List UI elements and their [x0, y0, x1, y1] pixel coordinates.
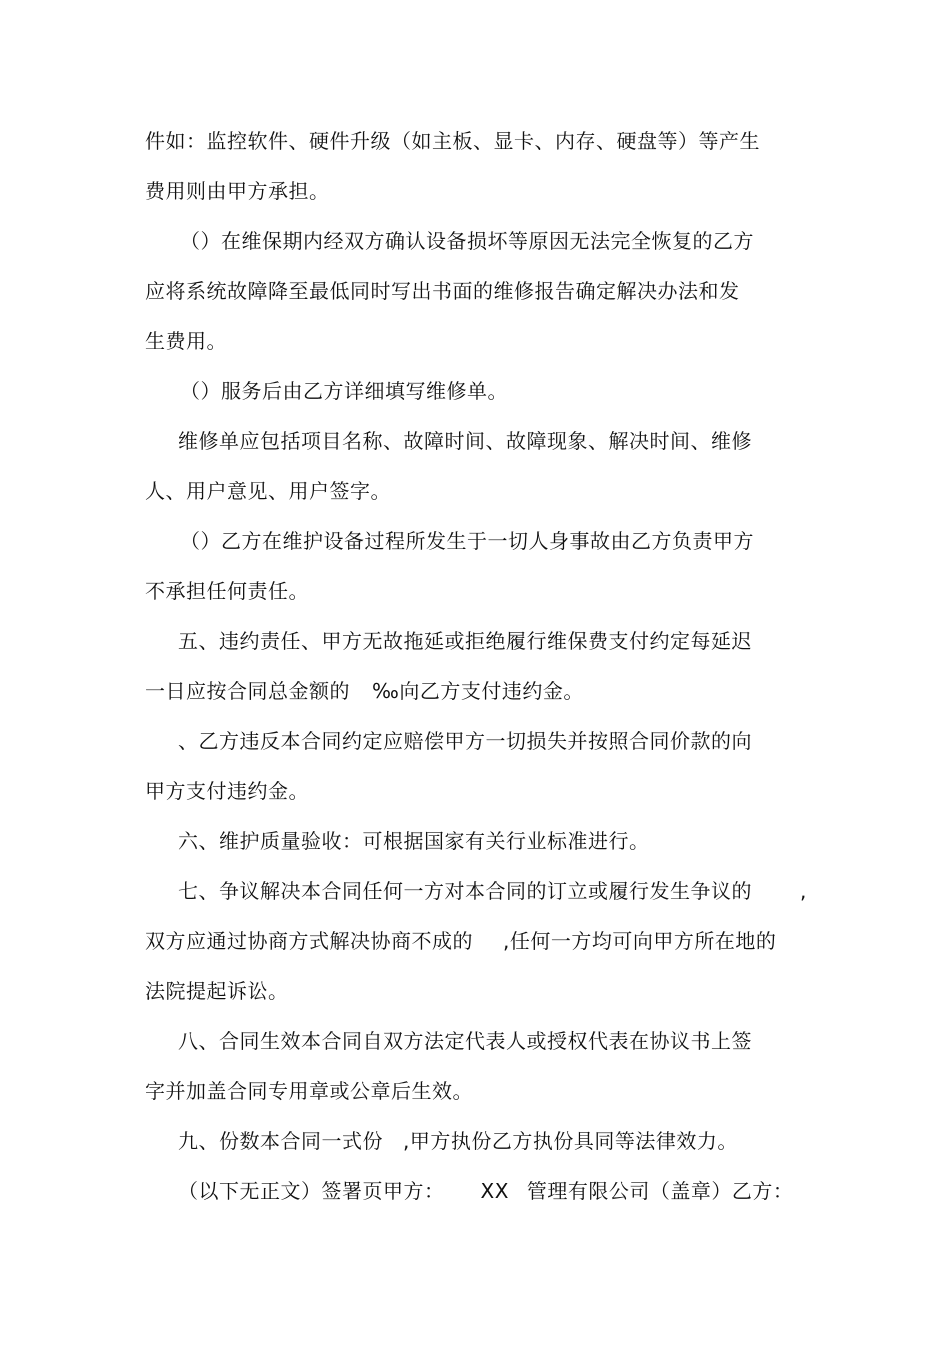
text-segment: ,甲方执份乙方执份具同等法律效力。 [403, 1129, 738, 1153]
paragraph-line: 甲方支付违约金。 [145, 779, 309, 803]
paragraph-line [145, 678, 584, 704]
text-segment: ,任何一方均可向甲方所在地的 [503, 929, 777, 953]
text-segment: （以下无正文）签署页甲方： [178, 1179, 445, 1203]
paragraph-line: 字并加盖合同专用章或公章后生效。 [145, 1079, 473, 1103]
text-segment: ‰向乙方支付违约金。 [372, 679, 584, 703]
paragraph-line [178, 1128, 738, 1154]
paragraph-line: 五、违约责任、甲方无故拖延或拒绝履行维保费支付约定每延迟 [178, 629, 752, 653]
paragraph-line: , [800, 879, 807, 903]
paragraph-line [145, 928, 776, 954]
paragraph-line: 六、维护质量验收：可根据国家有关行业标准进行。 [178, 829, 650, 853]
paragraph-line: 件如：监控软件、硬件升级（如主板、显卡、内存、硬盘等）等产生 [145, 129, 760, 153]
paragraph-line: （）乙方在维护设备过程所发生于一切人身事故由乙方负责甲方 [180, 529, 754, 553]
paragraph-line: 维修单应包括项目名称、故障时间、故障现象、解决时间、维修 [178, 429, 752, 453]
paragraph-line: 不承担任何责任。 [145, 579, 309, 603]
paragraph-line: （）服务后由乙方详细填写维修单。 [180, 379, 508, 403]
text-segment: 管理有限公司（盖章）乙方： [526, 1179, 794, 1203]
paragraph-line: 、乙方违反本合同约定应赔偿甲方一切损失并按照合同价款的向 [178, 729, 752, 753]
paragraph-line: 应将系统故障降至最低同时写出书面的维修报告确定解决办法和发 [145, 279, 740, 303]
paragraph-line: 人、用户意见、用户签字。 [145, 479, 391, 503]
paragraph-line: （）在维保期内经双方确认设备损坏等原因无法完全恢复的乙方 [180, 229, 754, 253]
paragraph-line: 七、争议解决本合同任何一方对本合同的订立或履行发生争议的 [178, 879, 752, 903]
text-segment: 双方应通过协商方式解决协商不成的 [145, 929, 473, 953]
paragraph-line: 八、合同生效本合同自双方法定代表人或授权代表在协议书上签 [178, 1029, 752, 1053]
party-a-placeholder: XX [480, 1179, 509, 1203]
paragraph-line: 法院提起诉讼。 [145, 979, 289, 1003]
signature-line [178, 1178, 793, 1204]
paragraph-line: 费用则由甲方承担。 [145, 179, 330, 203]
text-segment: 一日应按合同总金额的 [145, 679, 350, 703]
paragraph-line: 生费用。 [145, 329, 227, 353]
text-segment: 九、份数本合同一式份 [178, 1129, 383, 1153]
